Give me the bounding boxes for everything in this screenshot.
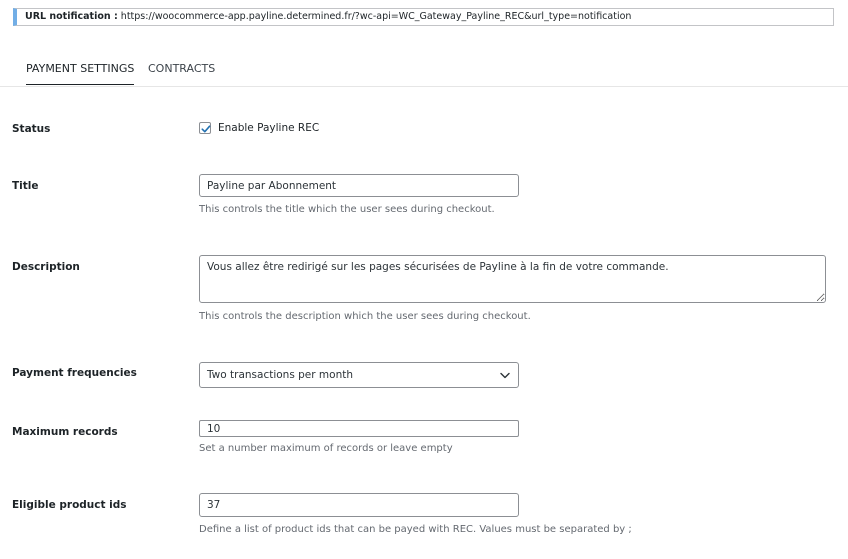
eligible-product-ids-input[interactable] bbox=[199, 493, 519, 517]
payment-frequencies-select[interactable] bbox=[199, 362, 519, 388]
payment-frequencies-selected-value: Two transactions per month bbox=[207, 369, 354, 381]
tab-contracts[interactable]: CONTRACTS bbox=[148, 62, 216, 75]
settings-tabs bbox=[0, 50, 848, 87]
eligible-product-ids-label: Eligible product ids bbox=[12, 499, 127, 511]
eligible-product-ids-help-text: Define a list of product ids that can be payed with REC. Values must be separated by ; bbox=[199, 524, 632, 535]
title-label: Title bbox=[12, 180, 39, 192]
title-input[interactable] bbox=[199, 174, 519, 197]
chevron-down-icon bbox=[500, 372, 510, 379]
maximum-records-label: Maximum records bbox=[12, 426, 118, 438]
description-textarea[interactable] bbox=[199, 255, 826, 303]
title-help-text: This controls the title which the user sees during checkout. bbox=[199, 204, 495, 215]
maximum-records-help-text: Set a number maximum of records or leave empty bbox=[199, 443, 453, 454]
url-notification-text bbox=[25, 10, 631, 24]
tab-payment-settings[interactable]: PAYMENT SETTINGS bbox=[26, 62, 134, 85]
url-notification-url: https://woocommerce-app.payline.determined.fr/?wc-api=WC_Gateway_Payline_REC&url_type=notification bbox=[120, 11, 632, 22]
checkmark-icon bbox=[200, 123, 212, 135]
description-help-text: This controls the description which the user sees during checkout. bbox=[199, 311, 531, 322]
enable-payline-rec-label[interactable]: Enable Payline REC bbox=[218, 122, 320, 134]
description-label: Description bbox=[12, 261, 80, 273]
status-label: Status bbox=[12, 123, 51, 135]
maximum-records-input[interactable] bbox=[199, 420, 519, 437]
url-notification-notice bbox=[13, 8, 834, 26]
enable-payline-rec-checkbox[interactable] bbox=[199, 122, 211, 134]
payment-frequencies-label: Payment frequencies bbox=[12, 367, 137, 379]
url-notification-label: URL notification : bbox=[25, 11, 118, 22]
